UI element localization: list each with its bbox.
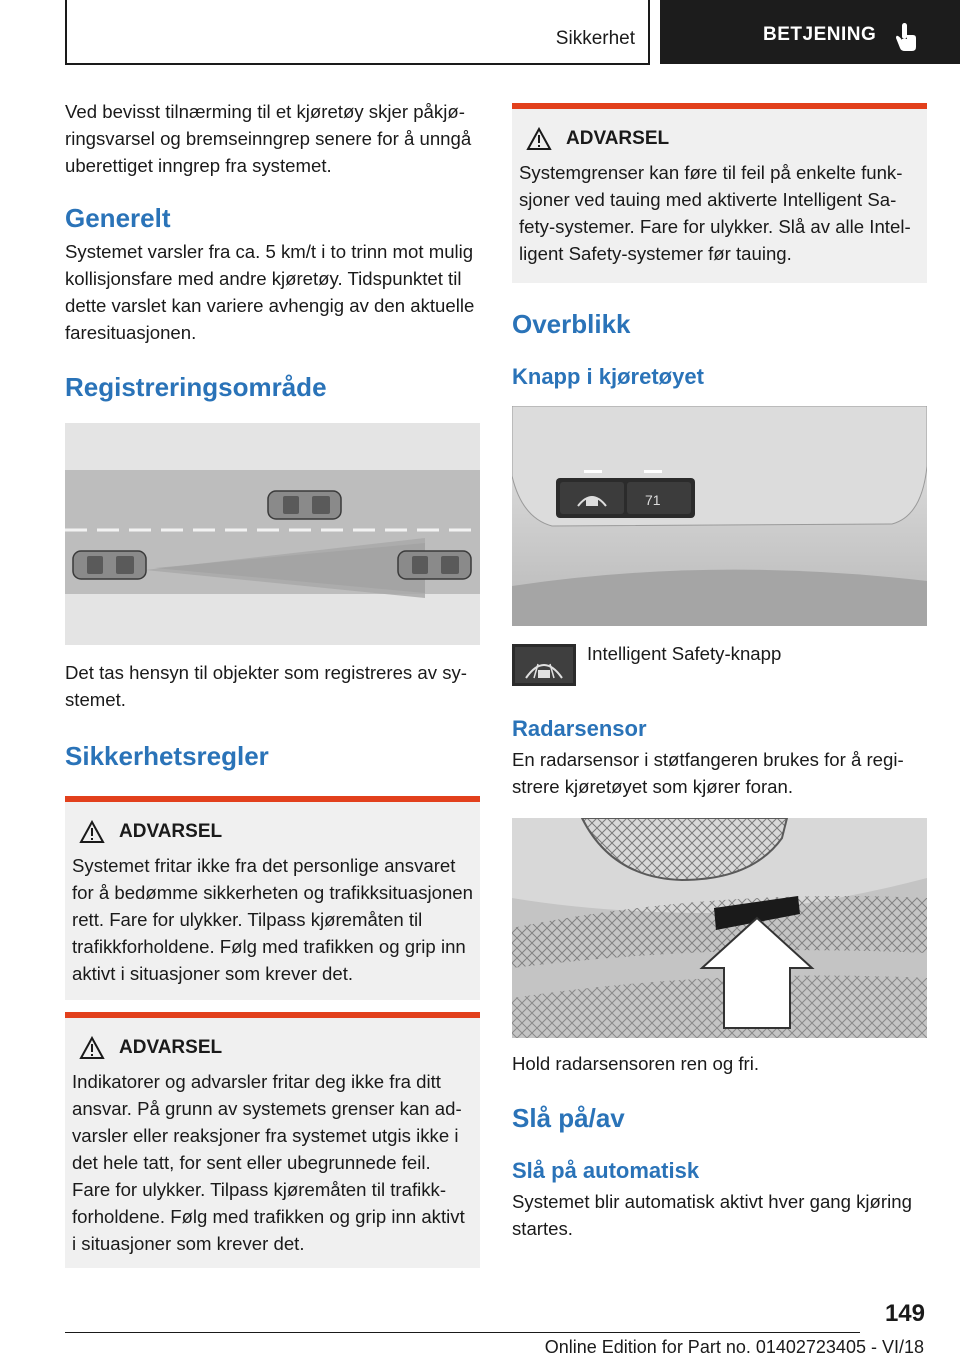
- left-column: [65, 98, 480, 1268]
- radar-caption: Hold radarsensoren ren og fri.: [512, 1053, 760, 1074]
- heading-sikkerhetsregler: Sikkerhetsregler: [65, 741, 269, 771]
- chapter-tab-label: BETJENING: [763, 24, 877, 45]
- header-mid-rule: [648, 0, 650, 64]
- header-bottom-rule: [65, 63, 650, 65]
- pointing-hand-icon: [893, 22, 919, 52]
- detection-area-figure: [65, 423, 480, 645]
- header-section-title: Sikkerhet: [555, 28, 635, 49]
- right-column: [512, 98, 927, 1242]
- intelligent-safety-button-icon: [512, 644, 576, 686]
- car-own-vehicle: [398, 551, 471, 579]
- radar-paragraph: En radarsensor i støtfangeren brukes for å registrere kjøretøyet som kjører foran.: [512, 749, 904, 797]
- slaa-auto-paragraph: Systemet blir automatisk aktivt hver gang kjøring startes.: [512, 1191, 912, 1239]
- warning-3-title: ADVARSEL: [566, 128, 670, 149]
- page-number: 149: [884, 1300, 925, 1327]
- detection-area-illustration: [65, 423, 480, 645]
- car-top-lane: [268, 491, 341, 519]
- heading-radarsensor: Radarsensor: [512, 716, 647, 741]
- footer-rule: [65, 1332, 860, 1333]
- heading-registreringsomrade: Registreringsområde: [65, 372, 327, 402]
- generelt-paragraph: Systemet varsler fra ca. 5 km/t i to trinn mot mulig kollisjonsfare med andre kjøretøy. Tidspunktet til dette varslet kan variere avhengig av den aktuelle faresituasjonen.: [65, 241, 475, 343]
- header-left-rule: [65, 0, 67, 64]
- console-buttons-illustration: [512, 406, 927, 626]
- detection-caption: Det tas hensyn til objekter som registreres av systemet.: [65, 662, 467, 710]
- warning-triangle-icon: [526, 127, 552, 151]
- heading-knapp-i-kjoretoyet: Knapp i kjøretøyet: [512, 364, 704, 389]
- car-rear-left: [73, 551, 146, 579]
- footer-edition: Online Edition for Part no. 01402723405 - VI/18: [544, 1337, 924, 1357]
- heading-generelt: Generelt: [65, 203, 171, 233]
- heading-slaa-pa-av: Slå på/av: [512, 1103, 625, 1133]
- warning-1-text: Systemet fritar ikke fra det personlige ansvaret for å bedømme sikkerheten og trafikksituasjonen rett. Fare for ulykker. Tilpass kjøremåten til trafikkforholdene. Følg med trafikken og grip inn aktivt i situasjoner som krever det.: [72, 855, 473, 984]
- warning-3-text: Systemgrenser kan føre til feil på enkelte funksjoner ved tauing med aktiverte Intelligent Safety-systemer. Fare for ulykker. Slå av alle Intelligent Safety-systemer før tauing.: [519, 162, 911, 264]
- radar-sensor-figure: [512, 818, 927, 1038]
- intro-paragraph: Ved bevisst tilnærming til et kjøretøy skjer påkjøringsvarsel og bremseinngrep senere for å unngå uberettiget inngrep fra systemet.: [65, 101, 472, 176]
- button-location-figure: [512, 406, 927, 626]
- warning-box-2: [65, 1012, 480, 1268]
- svg-text:71: 71: [645, 492, 661, 508]
- bumper-radar-illustration: [512, 818, 927, 1038]
- warning-box-1: [65, 796, 480, 1000]
- heading-overblikk: Overblikk: [512, 309, 631, 339]
- warning-2-text: Indikatorer og advarsler fritar deg ikke fra ditt ansvar. På grunn av systemets grenser kan advarsler eller reaksjoner fra systemet utgis ikke i det hele tatt, for sent eller ubegrunnede feil. Fare for ulykker. Tilpass kjøremåten til trafikkforholdene. Følg med trafikken og grip inn aktivt i situasjoner som krever det.: [72, 1071, 465, 1254]
- warning-triangle-icon: [79, 820, 105, 844]
- warning-triangle-icon: [79, 1036, 105, 1060]
- button-caption: Intelligent Safety-knapp: [587, 643, 782, 664]
- warning-2-title: ADVARSEL: [119, 1037, 223, 1058]
- heading-slaa-pa-automatisk: Slå på automatisk: [512, 1158, 700, 1183]
- button-caption-row: [512, 644, 927, 686]
- warning-box-3: [512, 103, 927, 283]
- warning-1-title: ADVARSEL: [119, 821, 223, 842]
